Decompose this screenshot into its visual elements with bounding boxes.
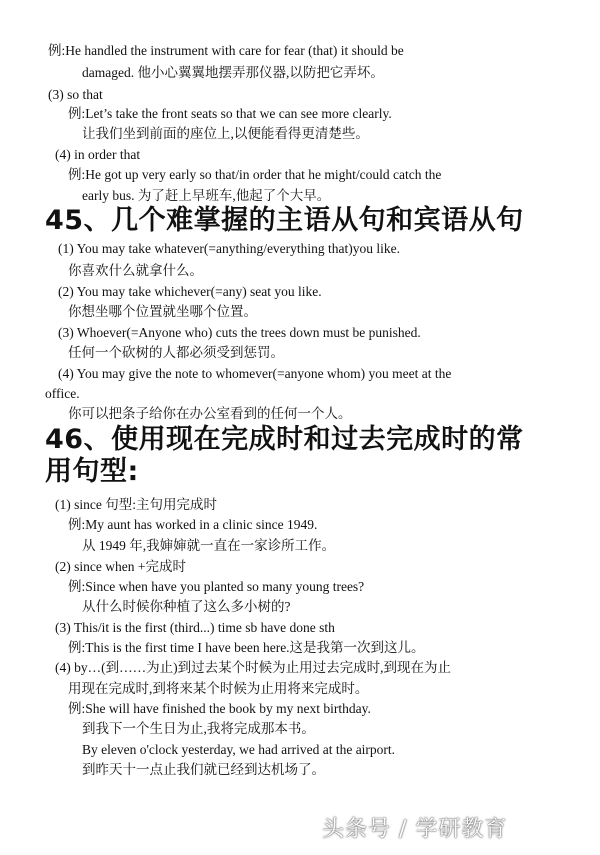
line-translation: 到我下一个生日为止,我将完成那本书。 <box>82 721 315 736</box>
line-item: (4) You may give the note to whomever(=anyone whom) you meet at the <box>58 366 452 381</box>
line-example: 例:My aunt has worked in a clinic since 1949. <box>68 517 318 532</box>
line-translation: 你可以把条子给你在办公室看到的任何一个人。 <box>68 406 352 421</box>
line-example: 例:This is the first time I have been here.这是我第一次到这儿。 <box>68 640 425 655</box>
line-item-heading: (3) This/it is the first (third...) time sb have done sth <box>55 620 335 635</box>
section-heading-46: 46、使用现在完成时和过去完成时的常 <box>45 424 524 455</box>
line-example: 例:Let’s take the front seats so that we can see more clearly. <box>68 106 392 121</box>
line-example-cont: damaged. 他小心翼翼地摆弄那仪器,以防把它弄坏。 <box>82 65 384 80</box>
line-translation: 到昨天十一点止我们就已经到达机场了。 <box>82 762 325 777</box>
line-item-heading: (4) in order that <box>55 147 141 162</box>
line-translation: 你想坐哪个位置就坐哪个位置。 <box>68 304 257 319</box>
section-heading-45: 45、几个难掌握的主语从句和宾语从句 <box>45 205 524 236</box>
line-translation: 让我们坐到前面的座位上,以便能看得更清楚些。 <box>82 126 369 141</box>
line-item-heading: (1) since 句型:主句用完成时 <box>55 497 217 512</box>
line-example: 例:He got up very early so that/in order that he might/could catch the <box>68 167 442 182</box>
line-item-cont: 用现在完成时,到将来某个时候为止用将来完成时。 <box>68 681 369 696</box>
line-example-cont: By eleven o'clock yesterday, we had arrived at the airport. <box>82 742 396 757</box>
watermark: 头条号 / 学研教育 <box>322 817 508 842</box>
line-translation: 从什么时候你种植了这么多小树的? <box>82 599 291 614</box>
line-translation: 从 1949 年,我婶婶就一直在一家诊所工作。 <box>82 538 336 553</box>
section-heading-46-cont: 用句型: <box>45 456 139 487</box>
line-item: (1) You may take whatever(=anything/everything that)you like. <box>58 241 401 256</box>
line-item-heading: (2) since when +完成时 <box>55 559 186 574</box>
line-item: (2) You may take whichever(=any) seat you like. <box>58 284 322 299</box>
line-translation: 任何一个砍树的人都必须受到惩罚。 <box>68 345 284 360</box>
line-example: 例:He handled the instrument with care for fear (that) it should be <box>48 43 404 58</box>
line-example-cont: early bus. 为了赶上早班车,他起了个大早。 <box>82 188 331 203</box>
line-item-heading: (3) so that <box>48 87 103 102</box>
line-item: (3) Whoever(=Anyone who) cuts the trees down must be punished. <box>58 325 421 340</box>
line-item-cont: office. <box>45 386 80 401</box>
line-item-heading: (4) by…(到……为止)到过去某个时候为止用过去完成时,到现在为止 <box>55 660 451 675</box>
line-example: 例:She will have finished the book by my next birthday. <box>68 701 371 716</box>
line-example: 例:Since when have you planted so many young trees? <box>68 579 365 594</box>
line-translation: 你喜欢什么就拿什么。 <box>68 263 203 278</box>
